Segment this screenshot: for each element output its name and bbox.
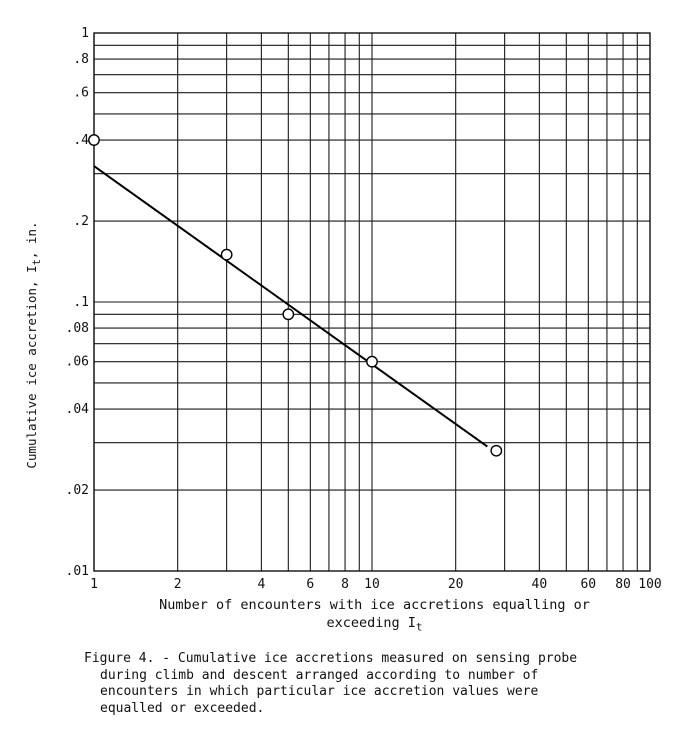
x-axis-tick-labels	[90, 577, 662, 592]
data-point-open-circle	[283, 309, 293, 319]
data-point-open-circle	[491, 446, 501, 456]
caption-line-1: Figure 4. - Cumulative ice accretions measured on sensing probe	[84, 651, 578, 666]
x-axis-label-line1: Number of encounters with ice accretions equalling or	[159, 597, 590, 613]
data-point-open-circle	[89, 135, 99, 145]
y-axis-label: Cumulative ice accretion, $I_t$, in.	[24, 221, 43, 469]
chart-grid	[94, 33, 650, 571]
x-tick-label: 4	[257, 577, 266, 592]
data-point-open-circle	[221, 249, 231, 259]
data-series	[89, 135, 502, 456]
x-axis-label	[60, 596, 689, 637]
x-tick-label: 8	[341, 577, 349, 592]
x-tick-label: 2	[173, 577, 182, 592]
y-tick-label: .04	[65, 402, 89, 418]
y-tick-label: .6	[73, 85, 89, 101]
x-tick-label: 1	[90, 577, 98, 592]
caption-line-4: equalled or exceeded.	[100, 700, 265, 716]
y-tick-label: .1	[73, 295, 89, 310]
y-tick-label: .8	[73, 52, 89, 68]
x-tick-label: 80	[615, 577, 631, 592]
y-tick-label: .4	[73, 133, 89, 149]
caption-line-2: during climb and descent arranged according to number of	[100, 667, 539, 683]
y-tick-label: .02	[65, 483, 89, 499]
x-tick-label: 20	[447, 577, 464, 592]
caption-line-3: encounters in which particular ice accretion values were	[100, 684, 539, 699]
x-tick-label: 10	[364, 577, 380, 592]
x-tick-label: 100	[638, 577, 662, 592]
x-axis-label-line2: exceeding $I_t$	[326, 615, 423, 634]
y-axis-tick-labels	[66, 26, 90, 579]
y-tick-label: .2	[73, 214, 89, 230]
y-tick-label: .08	[65, 321, 89, 337]
data-point-open-circle	[367, 356, 377, 366]
x-tick-label: 6	[306, 577, 315, 592]
y-tick-label: 1	[81, 26, 89, 41]
y-tick-label: .06	[65, 354, 89, 370]
x-tick-label: 60	[580, 577, 597, 592]
y-tick-label: .01	[65, 564, 89, 579]
fit-line	[94, 166, 487, 447]
x-tick-label: 40	[531, 577, 548, 592]
figure-caption	[84, 651, 684, 717]
